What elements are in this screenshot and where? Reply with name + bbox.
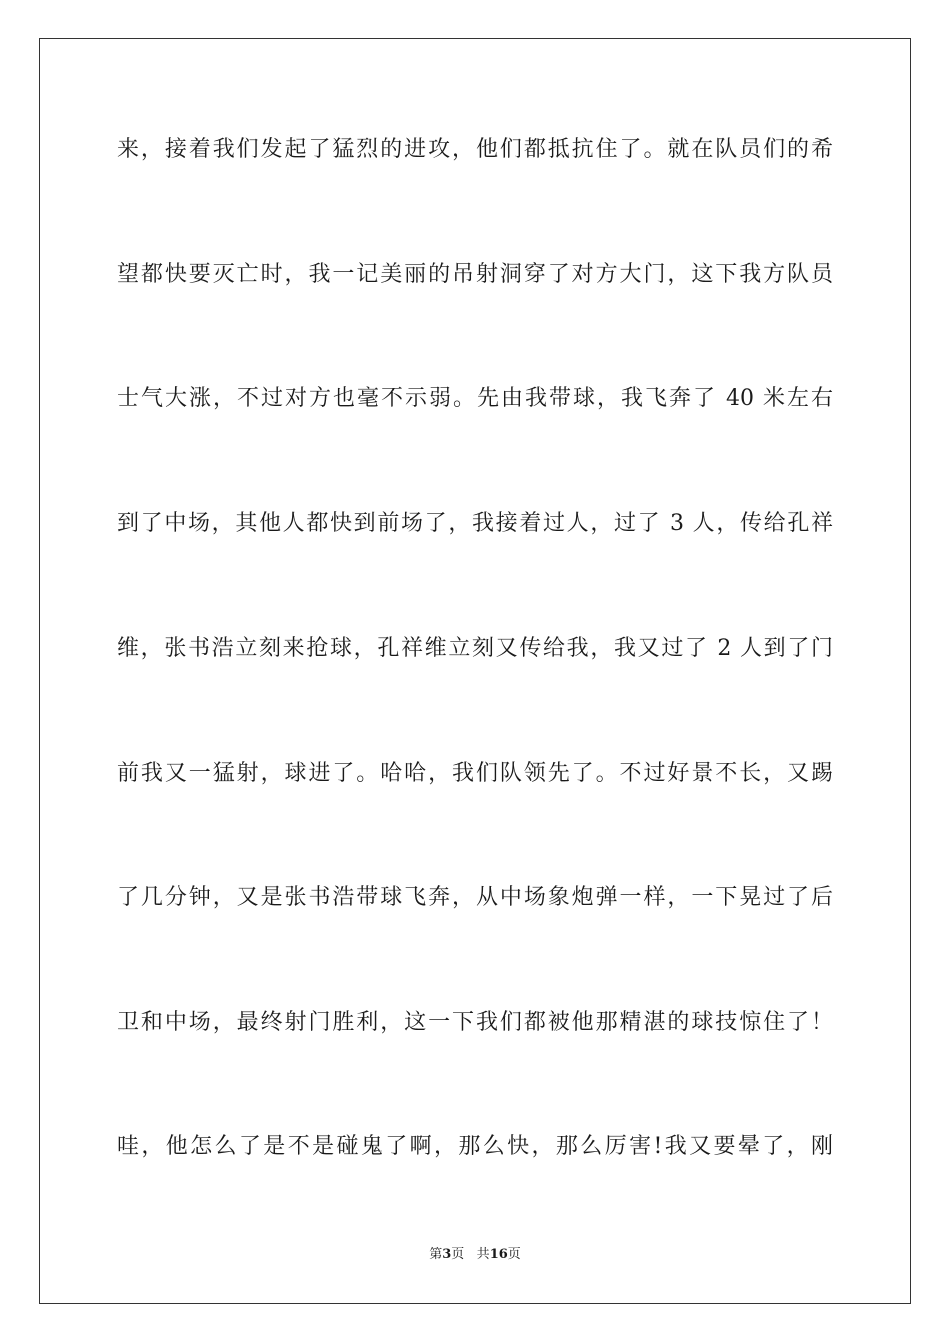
text-line: 维，张书浩立刻来抢球，孔祥维立刻又传给我，我又过了 2 人到了门 xyxy=(117,636,833,661)
text-line: 望都快要灭亡时，我一记美丽的吊射洞穿了对方大门，这下我方队员 xyxy=(117,262,833,287)
page-prefix: 第 xyxy=(429,1247,443,1262)
page-border xyxy=(39,38,911,1304)
text-line: 前我又一猛射，球进了。哈哈，我们队领先了。不过好景不长，又踢 xyxy=(117,761,833,786)
total-pages: 16 xyxy=(489,1247,508,1262)
page-suffix: 页 xyxy=(451,1247,465,1262)
total-prefix: 共 xyxy=(476,1247,490,1262)
text-line: 士气大涨，不过对方也毫不示弱。先由我带球，我飞奔了 40 米左右 xyxy=(117,386,833,411)
text-line: 来，接着我们发起了猛烈的进攻，他们都抵抗住了。就在队员们的希 xyxy=(117,137,833,162)
text-line: 到了中场，其他人都快到前场了，我接着过人，过了 3 人，传给孔祥 xyxy=(117,511,833,536)
page-footer xyxy=(0,1245,950,1265)
page-number: 3 xyxy=(442,1247,452,1262)
text-line: 卫和中场，最终射门胜利，这一下我们都被他那精湛的球技惊住了！ xyxy=(117,1010,833,1035)
text-line: 了几分钟，又是张书浩带球飞奔，从中场象炮弹一样，一下晃过了后 xyxy=(117,885,833,910)
total-suffix: 页 xyxy=(507,1247,521,1262)
text-line: 哇，他怎么了是不是碰鬼了啊，那么快，那么厉害!我又要晕了，刚 xyxy=(117,1134,833,1159)
